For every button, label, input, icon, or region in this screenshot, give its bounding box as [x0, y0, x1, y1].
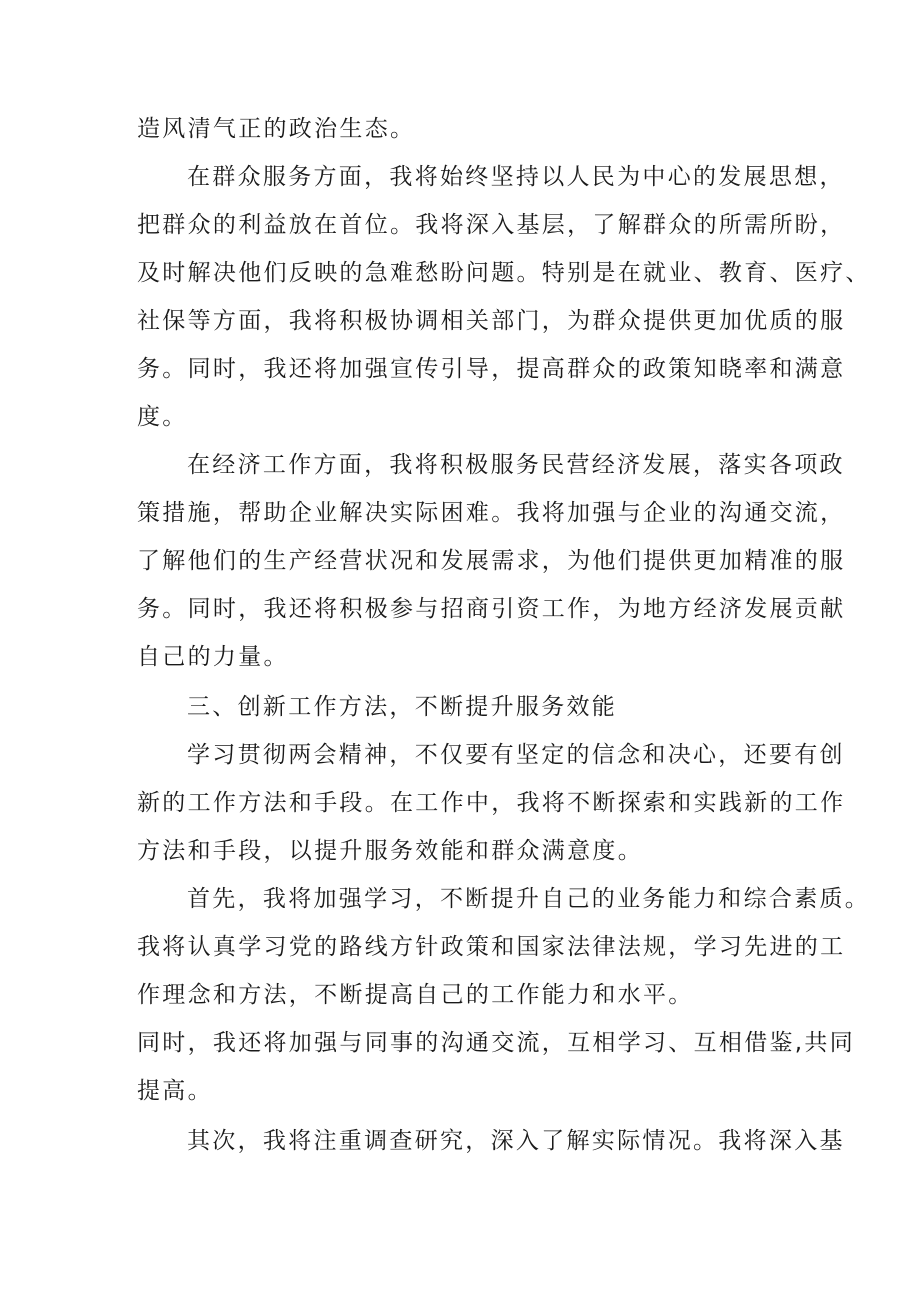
text-line: 提高。 [137, 1078, 213, 1104]
text-line: 务。同时，我还将加强宣传引导，提高群众的政策知晓率和满意 [137, 356, 846, 382]
text-line: 新的工作方法和手段。在工作中，我将不断探索和实践新的工作 [137, 790, 846, 816]
section-heading: 三、创新工作方法，不断提升服务效能 [187, 694, 618, 720]
text-line: 社保等方面，我将积极协调相关部门，为群众提供更加优质的服 [137, 308, 846, 334]
text-line: 及时解决他们反映的急难愁盼问题。特别是在就业、教育、医疗、 [137, 260, 871, 286]
text-line: 在群众服务方面，我将始终坚持以人民为中心的发展思想， [187, 164, 845, 190]
text-line: 同时，我还将加强与同事的沟通交流，互相学习、互相借鉴,共同 [137, 1030, 856, 1056]
text-line: 其次，我将注重调查研究，深入了解实际情况。我将深入基 [187, 1128, 845, 1154]
text-line: 务。同时，我还将积极参与招商引资工作，为地方经济发展贡献 [137, 596, 846, 622]
text-line: 把群众的利益放在首位。我将深入基层，了解群众的所需所盼， [137, 212, 846, 238]
text-line: 造风清气正的政治生态。 [137, 116, 416, 142]
text-line: 学习贯彻两会精神，不仅要有坚定的信念和决心，还要有创 [187, 742, 845, 768]
text-line: 作理念和方法，不断提高自己的工作能力和水平。 [137, 982, 694, 1008]
text-line: 首先，我将加强学习，不断提升自己的业务能力和综合素质。 [187, 886, 871, 912]
text-line: 方法和手段，以提升服务效能和群众满意度。 [137, 838, 643, 864]
text-line: 度。 [137, 404, 188, 430]
text-line: 策措施，帮助企业解决实际困难。我将加强与企业的沟通交流， [137, 500, 846, 526]
text-line: 我将认真学习党的路线方针政策和国家法律法规，学习先进的工 [137, 934, 846, 960]
text-line: 自己的力量。 [137, 644, 289, 670]
text-line: 了解他们的生产经营状况和发展需求，为他们提供更加精准的服 [137, 548, 846, 574]
text-line: 在经济工作方面，我将积极服务民营经济发展，落实各项政 [187, 452, 845, 478]
